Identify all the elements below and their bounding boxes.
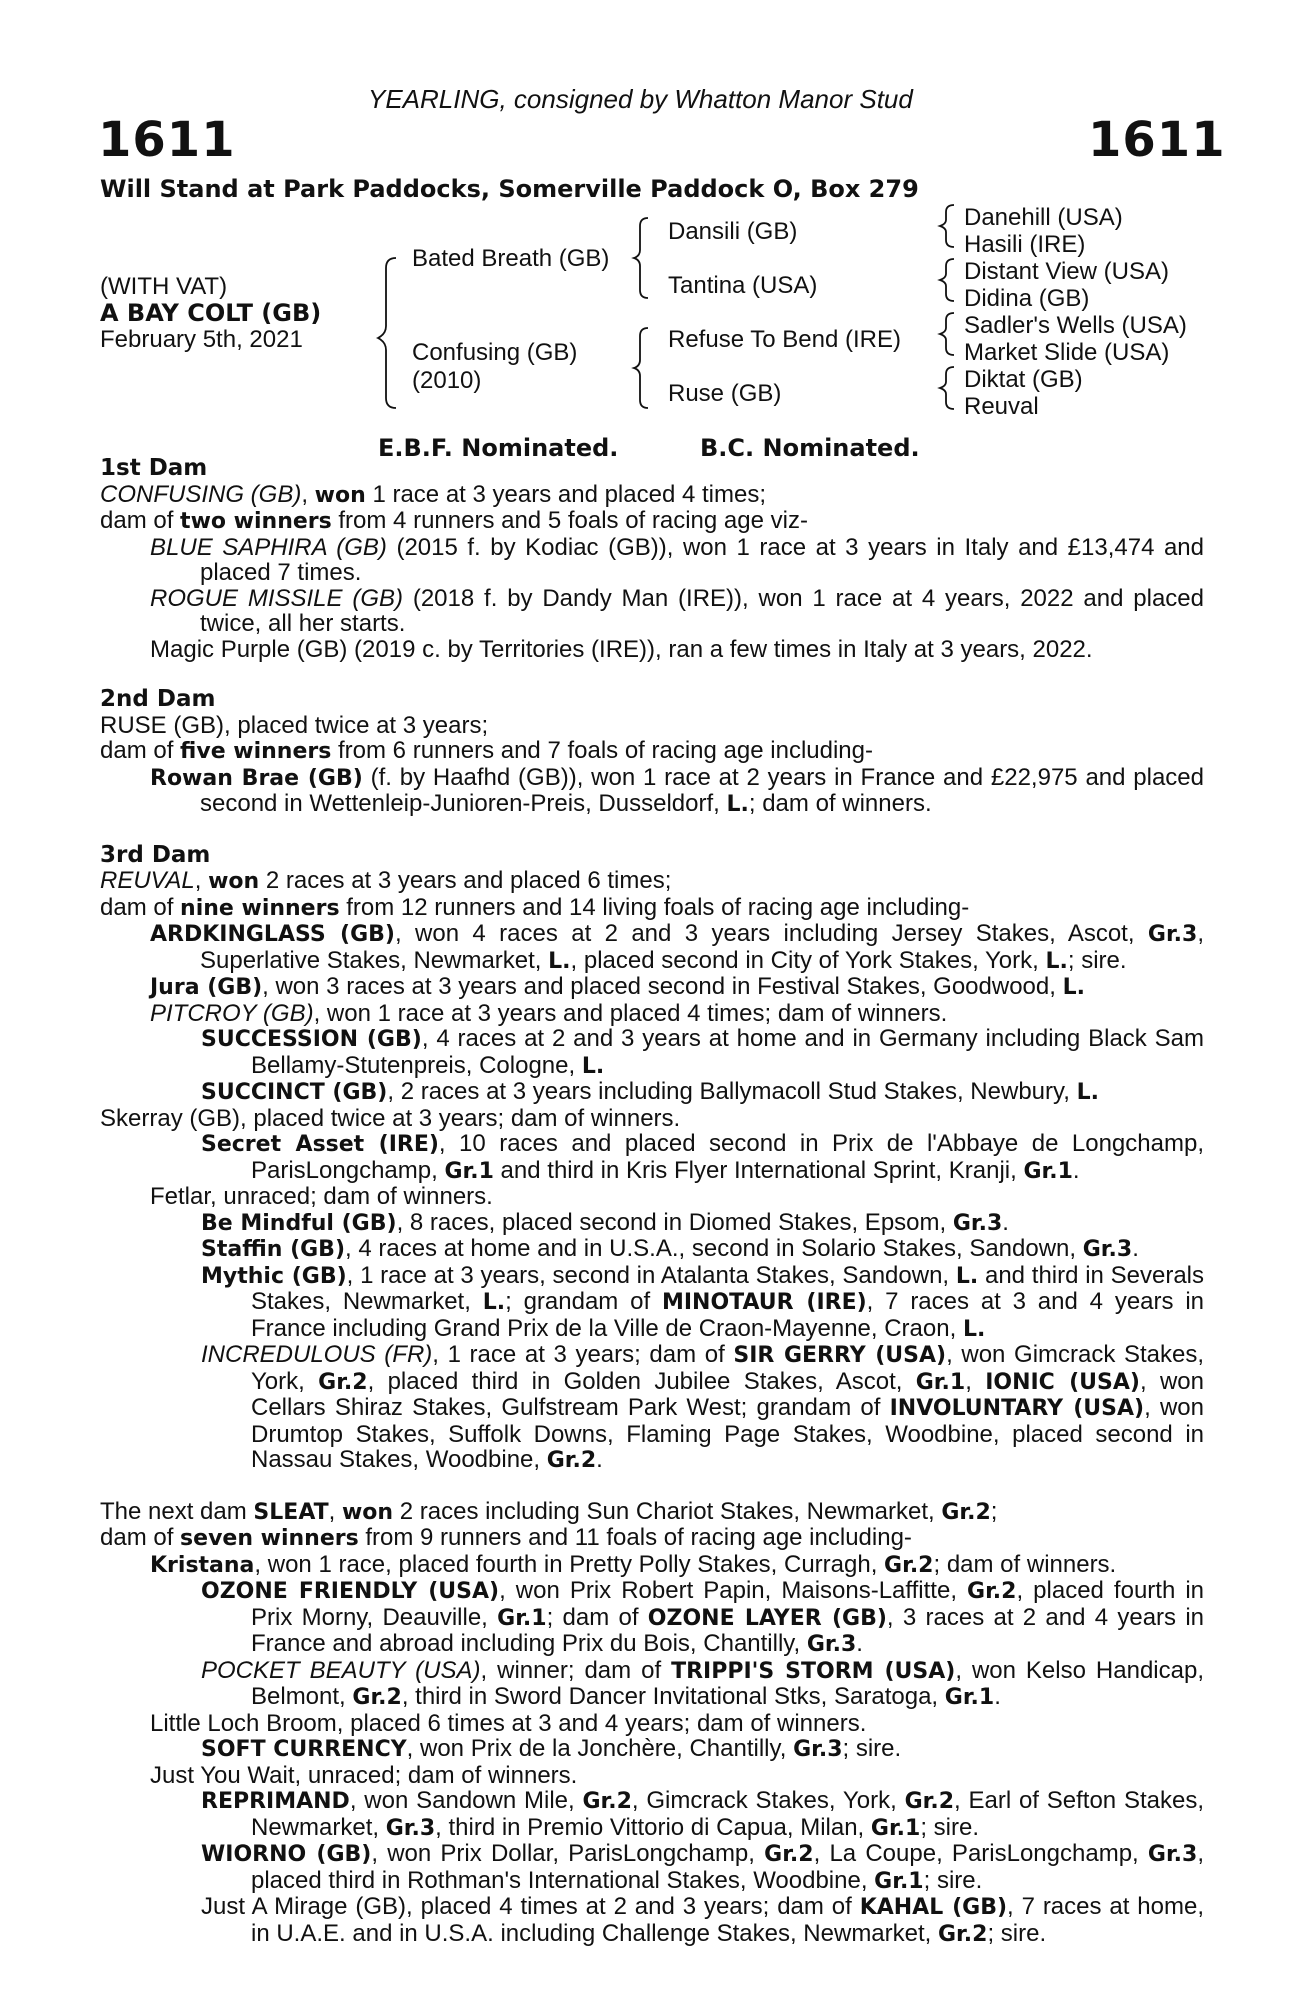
grandchild-entry: SUCCINCT (GB), 2 races at 3 years including Ballymacoll Stud Stakes, Newbury, L. xyxy=(201,1078,1099,1105)
pedigree-dam-year: (2010) xyxy=(412,367,482,394)
produce-entry: Little Loch Broom, placed 6 times at 3 and 4 years; dam of winners. xyxy=(150,1709,867,1737)
pedigree-gen3-5: Sadler's Wells (USA) xyxy=(964,312,1187,339)
third-dam-record: REUVAL, won 2 races at 3 years and placed 6 times; xyxy=(100,867,672,894)
grandchild-entry: Mythic (GB), 1 race at 3 years, second in Atalanta Stakes, Sandown, L. and third in Severals Stakes, Newmarket, L.; grandam of MINOTAUR (IRE), 7 races at 3 and 4 years in France including Grand Prix de la Ville de Craon-Mayenne, Craon, L. xyxy=(201,1261,1205,1342)
lot-number-left: 1611 xyxy=(98,112,236,168)
pedigree-gen3-6: Market Slide (USA) xyxy=(964,339,1170,366)
sire-dam-bracket xyxy=(378,258,396,408)
grandchild-entry: REPRIMAND, won Sandown Mile, Gr.2, Gimcrack Stakes, York, Gr.2, Earl of Sefton Stakes, Newmarket, Gr.3, third in Premio Vittorio di Capua, Milan, Gr.1; sire. xyxy=(201,1787,1205,1841)
first-dam-record: CONFUSING (GB), won 1 race at 3 years and placed 4 times; xyxy=(100,480,766,508)
pedigree-gen3-4: Didina (GB) xyxy=(964,285,1090,312)
pedigree-gen3-2: Hasili (IRE) xyxy=(964,231,1086,258)
pedigree-sire: Bated Breath (GB) xyxy=(412,245,610,272)
grandchild-entry: Be Mindful (GB), 8 races, placed second in Diomed Stakes, Epsom, Gr.3. xyxy=(201,1208,1009,1236)
pedigree-gen3-7: Diktat (GB) xyxy=(964,366,1083,393)
grandchild-entry: WIORNO (GB), won Prix Dollar, ParisLongchamp, Gr.2, La Coupe, ParisLongchamp, Gr.3, placed third in Rothman's International Stakes, Woodbine, Gr.1; sire. xyxy=(201,1840,1205,1894)
second-dam-heading: 2nd Dam xyxy=(100,686,216,712)
grandchild-entry: SOFT CURRENCY, won Prix de la Jonchère, Chantilly, Gr.3; sire. xyxy=(201,1735,902,1762)
pedigree-gen3-1: Danehill (USA) xyxy=(964,204,1123,231)
ds-bracket xyxy=(940,313,954,355)
ebf-nomination: E.B.F. Nominated. xyxy=(378,434,619,462)
produce-entry: Rowan Brae (GB) (f. by Haafhd (GB)), won 1 race at 2 years in France and £22,975 and placed second in Wettenleip-Junioren-Preis, Dusseldorf, L.; dam of winners. xyxy=(150,763,1205,817)
sire-bracket xyxy=(634,218,648,298)
produce-entry: PITCROY (GB), won 1 race at 3 years and placed 4 times; dam of winners. xyxy=(150,999,948,1027)
dd-bracket xyxy=(940,367,954,409)
lot-number-right: 1611 xyxy=(1088,112,1226,168)
produce-entry: ROGUE MISSILE (GB) (2018 f. by Dandy Man (IRE)), won 1 race at 4 years, 2022 and placed twice, all her starts. xyxy=(150,584,1205,637)
produce-entry: Fetlar, unraced; dam of winners. xyxy=(150,1183,493,1210)
pedigree-sire-sire: Dansili (GB) xyxy=(668,218,798,245)
pedigree-dam-sire: Refuse To Bend (IRE) xyxy=(668,326,902,353)
second-dam-produce-summary: dam of five winners from 6 runners and 7 foals of racing age including- xyxy=(100,737,873,764)
grandchild-entry: Staffin (GB), 4 races at home and in U.S.A., second in Solario Stakes, Sandown, Gr.3. xyxy=(201,1235,1139,1262)
produce-entry: Just You Wait, unraced; dam of winners. xyxy=(150,1761,578,1789)
produce-entry: BLUE SAPHIRA (GB) (2015 f. by Kodiac (GB)), won 1 race at 3 years in Italy and £13,474 and placed 7 times. xyxy=(150,533,1204,586)
pedigree-gen3-3: Distant View (USA) xyxy=(964,258,1169,285)
horse-dob: February 5th, 2021 xyxy=(100,326,303,353)
third-dam-heading: 3rd Dam xyxy=(100,841,211,868)
grandchild-entry: INCREDULOUS (FR), 1 race at 3 years; dam of SIR GERRY (USA), won Gimcrack Stakes, York, Gr.2, placed third in Golden Jubilee Stakes, Ascot, Gr.1, IONIC (USA), won Cellars Shiraz Stakes, Gulfstream Park West; grandam of INVOLUNTARY (USA), won Drumtop Stakes, Suffolk Downs, Flaming Page Stakes, Woodbine, placed second in Nassau Stakes, Woodbine, Gr.2. xyxy=(201,1341,1205,1473)
pedigree-body xyxy=(100,456,1204,1947)
catalogue-subtitle: YEARLING, consigned by Whatton Manor Stud xyxy=(368,84,913,114)
pedigree-sire-dam: Tantina (USA) xyxy=(668,272,818,299)
first-dam-heading: 1st Dam xyxy=(100,455,208,481)
third-dam-produce-summary: dam of nine winners from 12 runners and 14 living foals of racing age including- xyxy=(100,893,970,921)
grandchild-entry: SUCCESSION (GB), 4 races at 2 and 3 years at home and in Germany including Black Sam Bellamy-Stutenpreis, Cologne, L. xyxy=(201,1025,1204,1079)
horse-name: A BAY COLT (GB) xyxy=(100,299,322,327)
pedigree-dam-dam: Ruse (GB) xyxy=(668,380,782,407)
pedigree-gen3-8: Reuval xyxy=(964,393,1039,420)
next-dam-record: The next dam SLEAT, won 2 races including Sun Chariot Stakes, Newmarket, Gr.2; xyxy=(100,1497,998,1525)
grandchild-entry: Just A Mirage (GB), placed 4 times at 2 and 3 years; dam of KAHAL (GB), 7 races at home, in U.A.E. and in U.S.A. including Challenge Stakes, Newmarket, Gr.2; sire. xyxy=(201,1893,1204,1947)
grandchild-entry: OZONE FRIENDLY (USA), won Prix Robert Papin, Maisons-Laffitte, Gr.2, placed fourth in Prix Morny, Deauville, Gr.1; dam of OZONE LAYER (GB), 3 races at 2 and 4 years in France and abroad including Prix du Bois, Chantilly, Gr.3. xyxy=(201,1577,1205,1657)
stand-location: Will Stand at Park Paddocks, Somerville Paddock O, Box 279 xyxy=(100,175,919,203)
dam-bracket xyxy=(634,328,648,408)
produce-entry: Magic Purple (GB) (2019 c. by Territories (IRE)), ran a few times in Italy at 3 years, 2022. xyxy=(150,635,1093,663)
pedigree-dam: Confusing (GB) xyxy=(412,339,578,366)
second-dam-record: RUSE (GB), placed twice at 3 years; xyxy=(100,711,489,739)
produce-entry: Jura (GB), won 3 races at 3 years and placed second in Festival Stakes, Goodwood, L. xyxy=(150,973,1085,1000)
next-dam-produce-summary: dam of seven winners from 9 runners and 11 foals of racing age including- xyxy=(100,1524,912,1551)
produce-entry: Kristana, won 1 race, placed fourth in Pretty Polly Stakes, Curragh, Gr.2; dam of winners. xyxy=(150,1550,1117,1578)
bc-nomination: B.C. Nominated. xyxy=(700,434,920,462)
ss-bracket xyxy=(940,205,954,247)
grandchild-entry: Secret Asset (IRE), 10 races and placed second in Prix de l'Abbaye de Longchamp, ParisLongchamp, Gr.1 and third in Kris Flyer International Sprint, Kranji, Gr.1. xyxy=(201,1130,1204,1184)
sd-bracket xyxy=(940,259,954,301)
first-dam-produce-summary: dam of two winners from 4 runners and 5 foals of racing age viz- xyxy=(100,507,808,534)
grandchild-entry: POCKET BEAUTY (USA), winner; dam of TRIPPI'S STORM (USA), won Kelso Handicap, Belmont, Gr.2, third in Sword Dancer Invitational Stks, Saratoga, Gr.1. xyxy=(201,1656,1204,1710)
vat-note: (WITH VAT) xyxy=(100,273,228,300)
produce-entry: ARDKINGLASS (GB), won 4 races at 2 and 3 years including Jersey Stakes, Ascot, Gr.3, Superlative Stakes, Newmarket, L., placed second in City of York Stakes, York, L.; sire. xyxy=(150,920,1204,974)
produce-entry: Skerray (GB), placed twice at 3 years; dam of winners. xyxy=(100,1104,681,1132)
